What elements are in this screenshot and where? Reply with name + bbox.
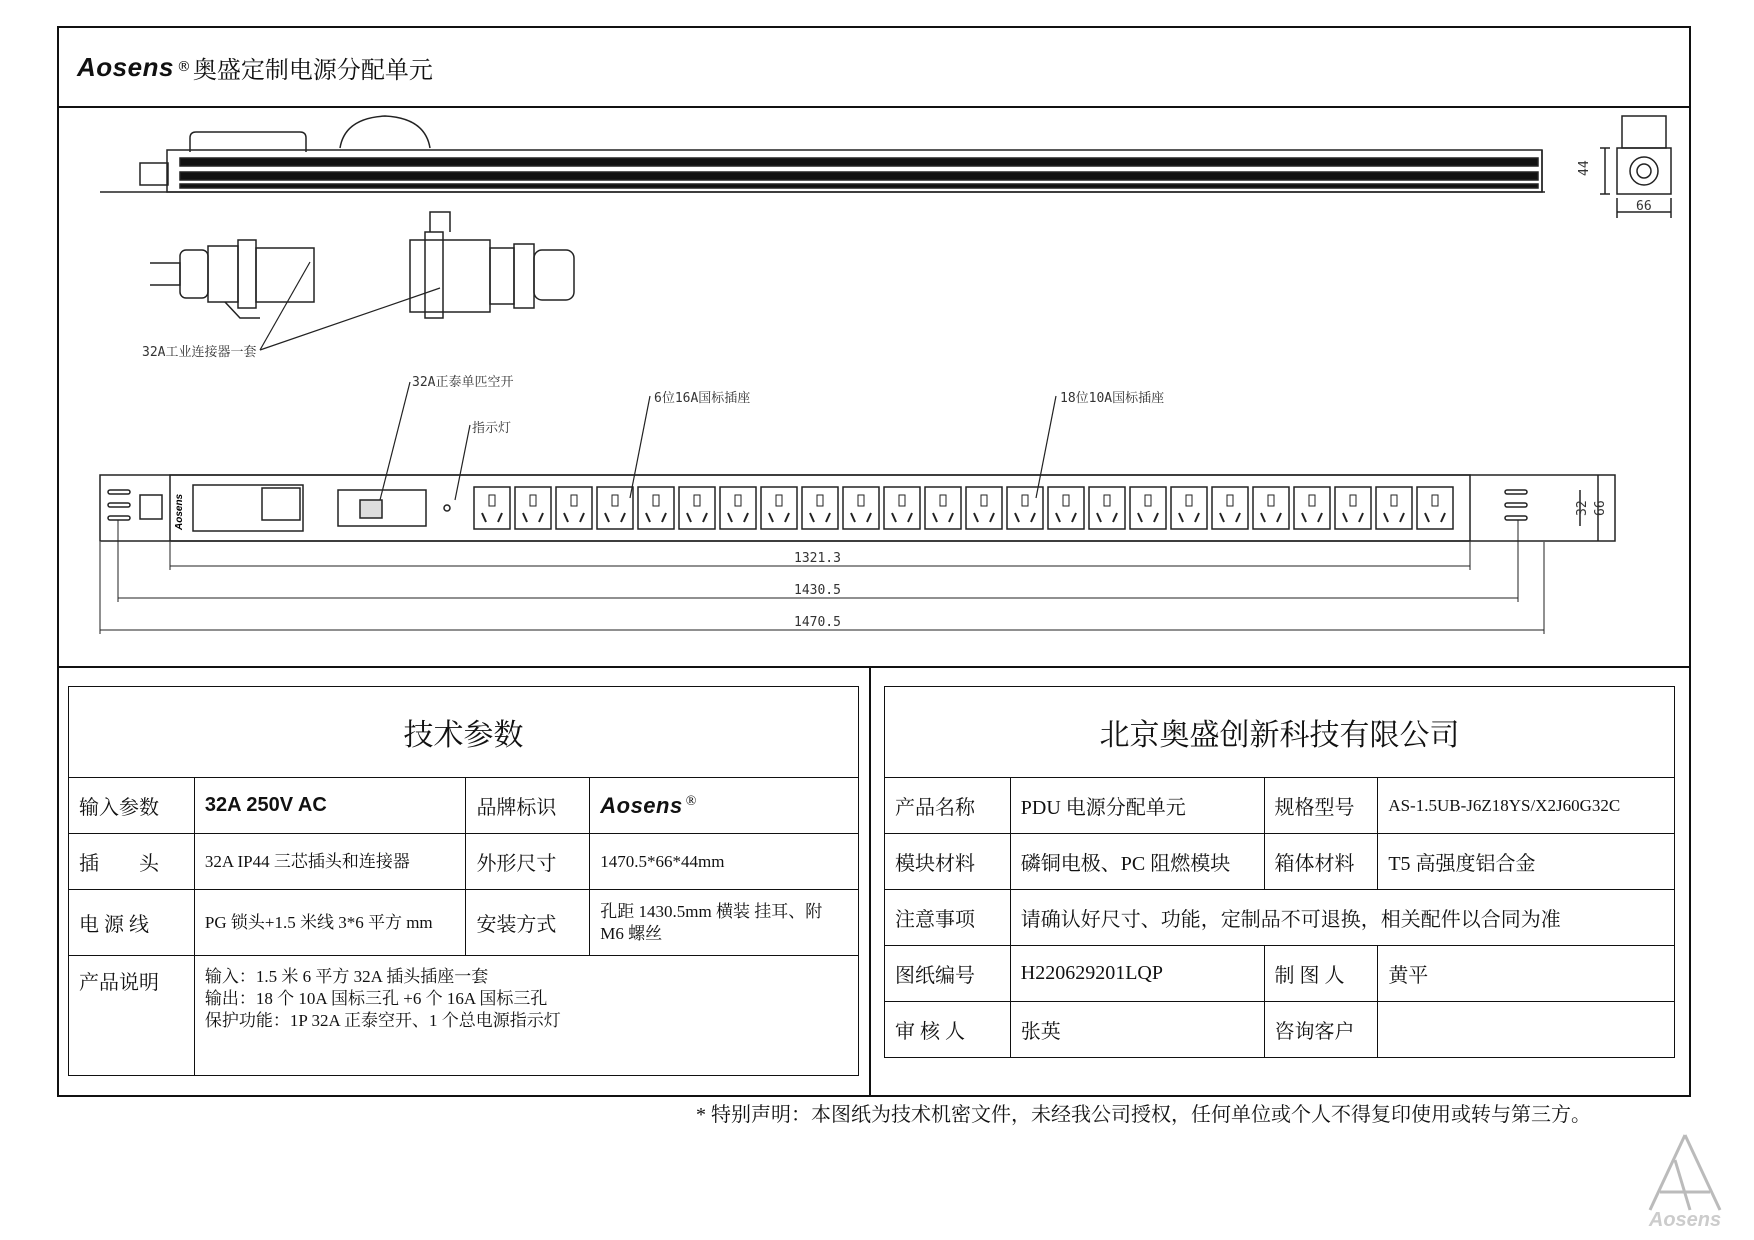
socket-16a <box>597 487 633 529</box>
info-value: H220629201LQP <box>1010 946 1264 1002</box>
socket-16a <box>474 487 510 529</box>
registered-mark: ® <box>685 793 697 809</box>
socket-10a <box>1048 487 1084 529</box>
panel-brand-label: Aosens <box>174 493 185 530</box>
tech-value: 孔距 1430.5mm 横装 挂耳、附 M6 螺丝 <box>590 890 859 956</box>
brand-logo: Aosens <box>77 51 174 82</box>
tech-label: 品牌标识 <box>466 778 590 834</box>
socket-16a <box>556 487 592 529</box>
header-title: 奥盛定制电源分配单元 <box>192 55 433 84</box>
info-label: 制 图 人 <box>1264 946 1378 1002</box>
info-label: 模块材料 <box>885 834 1011 890</box>
socket-10a <box>1376 487 1412 529</box>
info-label: 咨询客户 <box>1264 1002 1378 1058</box>
socket-10a <box>884 487 920 529</box>
desc-line: 输入：1.5 米 6 平方 32A 插头插座一套 <box>204 967 489 986</box>
dim-44-label: 44 <box>1577 160 1592 176</box>
socket-10a <box>1089 487 1125 529</box>
socket-10a <box>1007 487 1043 529</box>
connector-set-label: 32A工业连接器一套 <box>142 345 257 360</box>
registered-mark: ® <box>176 59 191 75</box>
info-value: T5 高强度铝合金 <box>1378 834 1675 890</box>
socket-10a <box>966 487 1002 529</box>
info-label: 图纸编号 <box>885 946 1011 1002</box>
company-info-table <box>884 686 1675 1058</box>
info-label: 注意事项 <box>885 890 1011 946</box>
dim-1430-label: 1430.5 <box>794 583 841 598</box>
info-label: 产品名称 <box>885 778 1011 834</box>
info-value: 黄平 <box>1378 946 1675 1002</box>
info-value: 磷铜电极、PC 阻燃模块 <box>1010 834 1264 890</box>
sockets-10a-label: 18位10A国标插座 <box>1060 391 1165 406</box>
socket-10a <box>1171 487 1207 529</box>
watermark-logo <box>1630 1130 1740 1230</box>
info-value <box>1378 1002 1675 1058</box>
desc-line: 输出：18 个 10A 国标三孔 +6 个 16A 国标三孔 <box>204 989 548 1008</box>
tech-label: 安装方式 <box>466 890 590 956</box>
company-title: 北京奥盛创新科技有限公司 <box>885 687 1675 778</box>
dim-1321-label: 1321.3 <box>794 551 841 566</box>
socket-16a <box>515 487 551 529</box>
tech-label: 插 头 <box>69 834 195 890</box>
brand-logo: Aosens <box>600 792 683 818</box>
pdu-top-view <box>100 116 1545 192</box>
tech-value <box>590 778 859 834</box>
dim-66-side-label: 66 <box>1636 199 1652 214</box>
socket-row <box>474 487 1453 529</box>
info-value: PDU 电源分配单元 <box>1010 778 1264 834</box>
socket-10a <box>925 487 961 529</box>
dim-32-label: 32 <box>1575 500 1590 516</box>
confidential-notice: * 特别声明：本图纸为技术机密文件，未经我公司授权，任何单位或个人不得复印使用或转与第三方。 <box>696 1104 1591 1126</box>
tech-label: 产品说明 <box>69 956 195 1076</box>
product-description <box>194 956 858 1076</box>
socket-10a <box>802 487 838 529</box>
sockets-16a-label: 6位16A国标插座 <box>654 391 751 406</box>
info-value: 请确认好尺寸、功能，定制品不可退换，相关配件以合同为准 <box>1010 890 1674 946</box>
socket-10a <box>761 487 797 529</box>
info-value: 张英 <box>1010 1002 1264 1058</box>
table-divider <box>869 666 871 1097</box>
pdu-front-view <box>100 475 1615 541</box>
dim-1470-label: 1470.5 <box>794 615 841 630</box>
tech-params-table <box>68 686 859 1076</box>
info-label: 箱体材料 <box>1264 834 1378 890</box>
breaker-label: 32A正泰单匹空开 <box>412 375 514 390</box>
socket-16a <box>638 487 674 529</box>
tech-label: 输入参数 <box>69 778 195 834</box>
tech-value: 32A IP44 三芯插头和连接器 <box>194 834 466 890</box>
tech-value: 32A 250V AC <box>194 778 466 834</box>
indicator-label: 指示灯 <box>472 421 512 436</box>
socket-10a <box>1335 487 1371 529</box>
socket-10a <box>1253 487 1289 529</box>
socket-10a <box>1417 487 1453 529</box>
socket-16a <box>679 487 715 529</box>
tech-label: 电 源 线 <box>69 890 195 956</box>
tech-label: 外形尺寸 <box>466 834 590 890</box>
tech-params-title: 技术参数 <box>69 687 859 778</box>
desc-line: 保护功能：1P 32A 正泰空开、1 个总电源指示灯 <box>204 1011 561 1030</box>
info-value: AS-1.5UB-J6Z18YS/X2J60G32C <box>1378 778 1675 834</box>
info-label: 审 核 人 <box>885 1002 1011 1058</box>
socket-10a <box>1130 487 1166 529</box>
section-divider <box>57 666 1691 668</box>
info-label: 规格型号 <box>1264 778 1378 834</box>
tech-value: PG 锁头+1.5 米线 3*6 平方 mm <box>194 890 466 956</box>
socket-10a <box>843 487 879 529</box>
dim-66-front-label: 66 <box>1593 500 1608 516</box>
tech-value: 1470.5*66*44mm <box>590 834 859 890</box>
socket-10a <box>1212 487 1248 529</box>
watermark-text: Aosens <box>1648 1209 1722 1230</box>
connector-set-illustration <box>150 212 574 318</box>
socket-10a <box>720 487 756 529</box>
socket-10a <box>1294 487 1330 529</box>
